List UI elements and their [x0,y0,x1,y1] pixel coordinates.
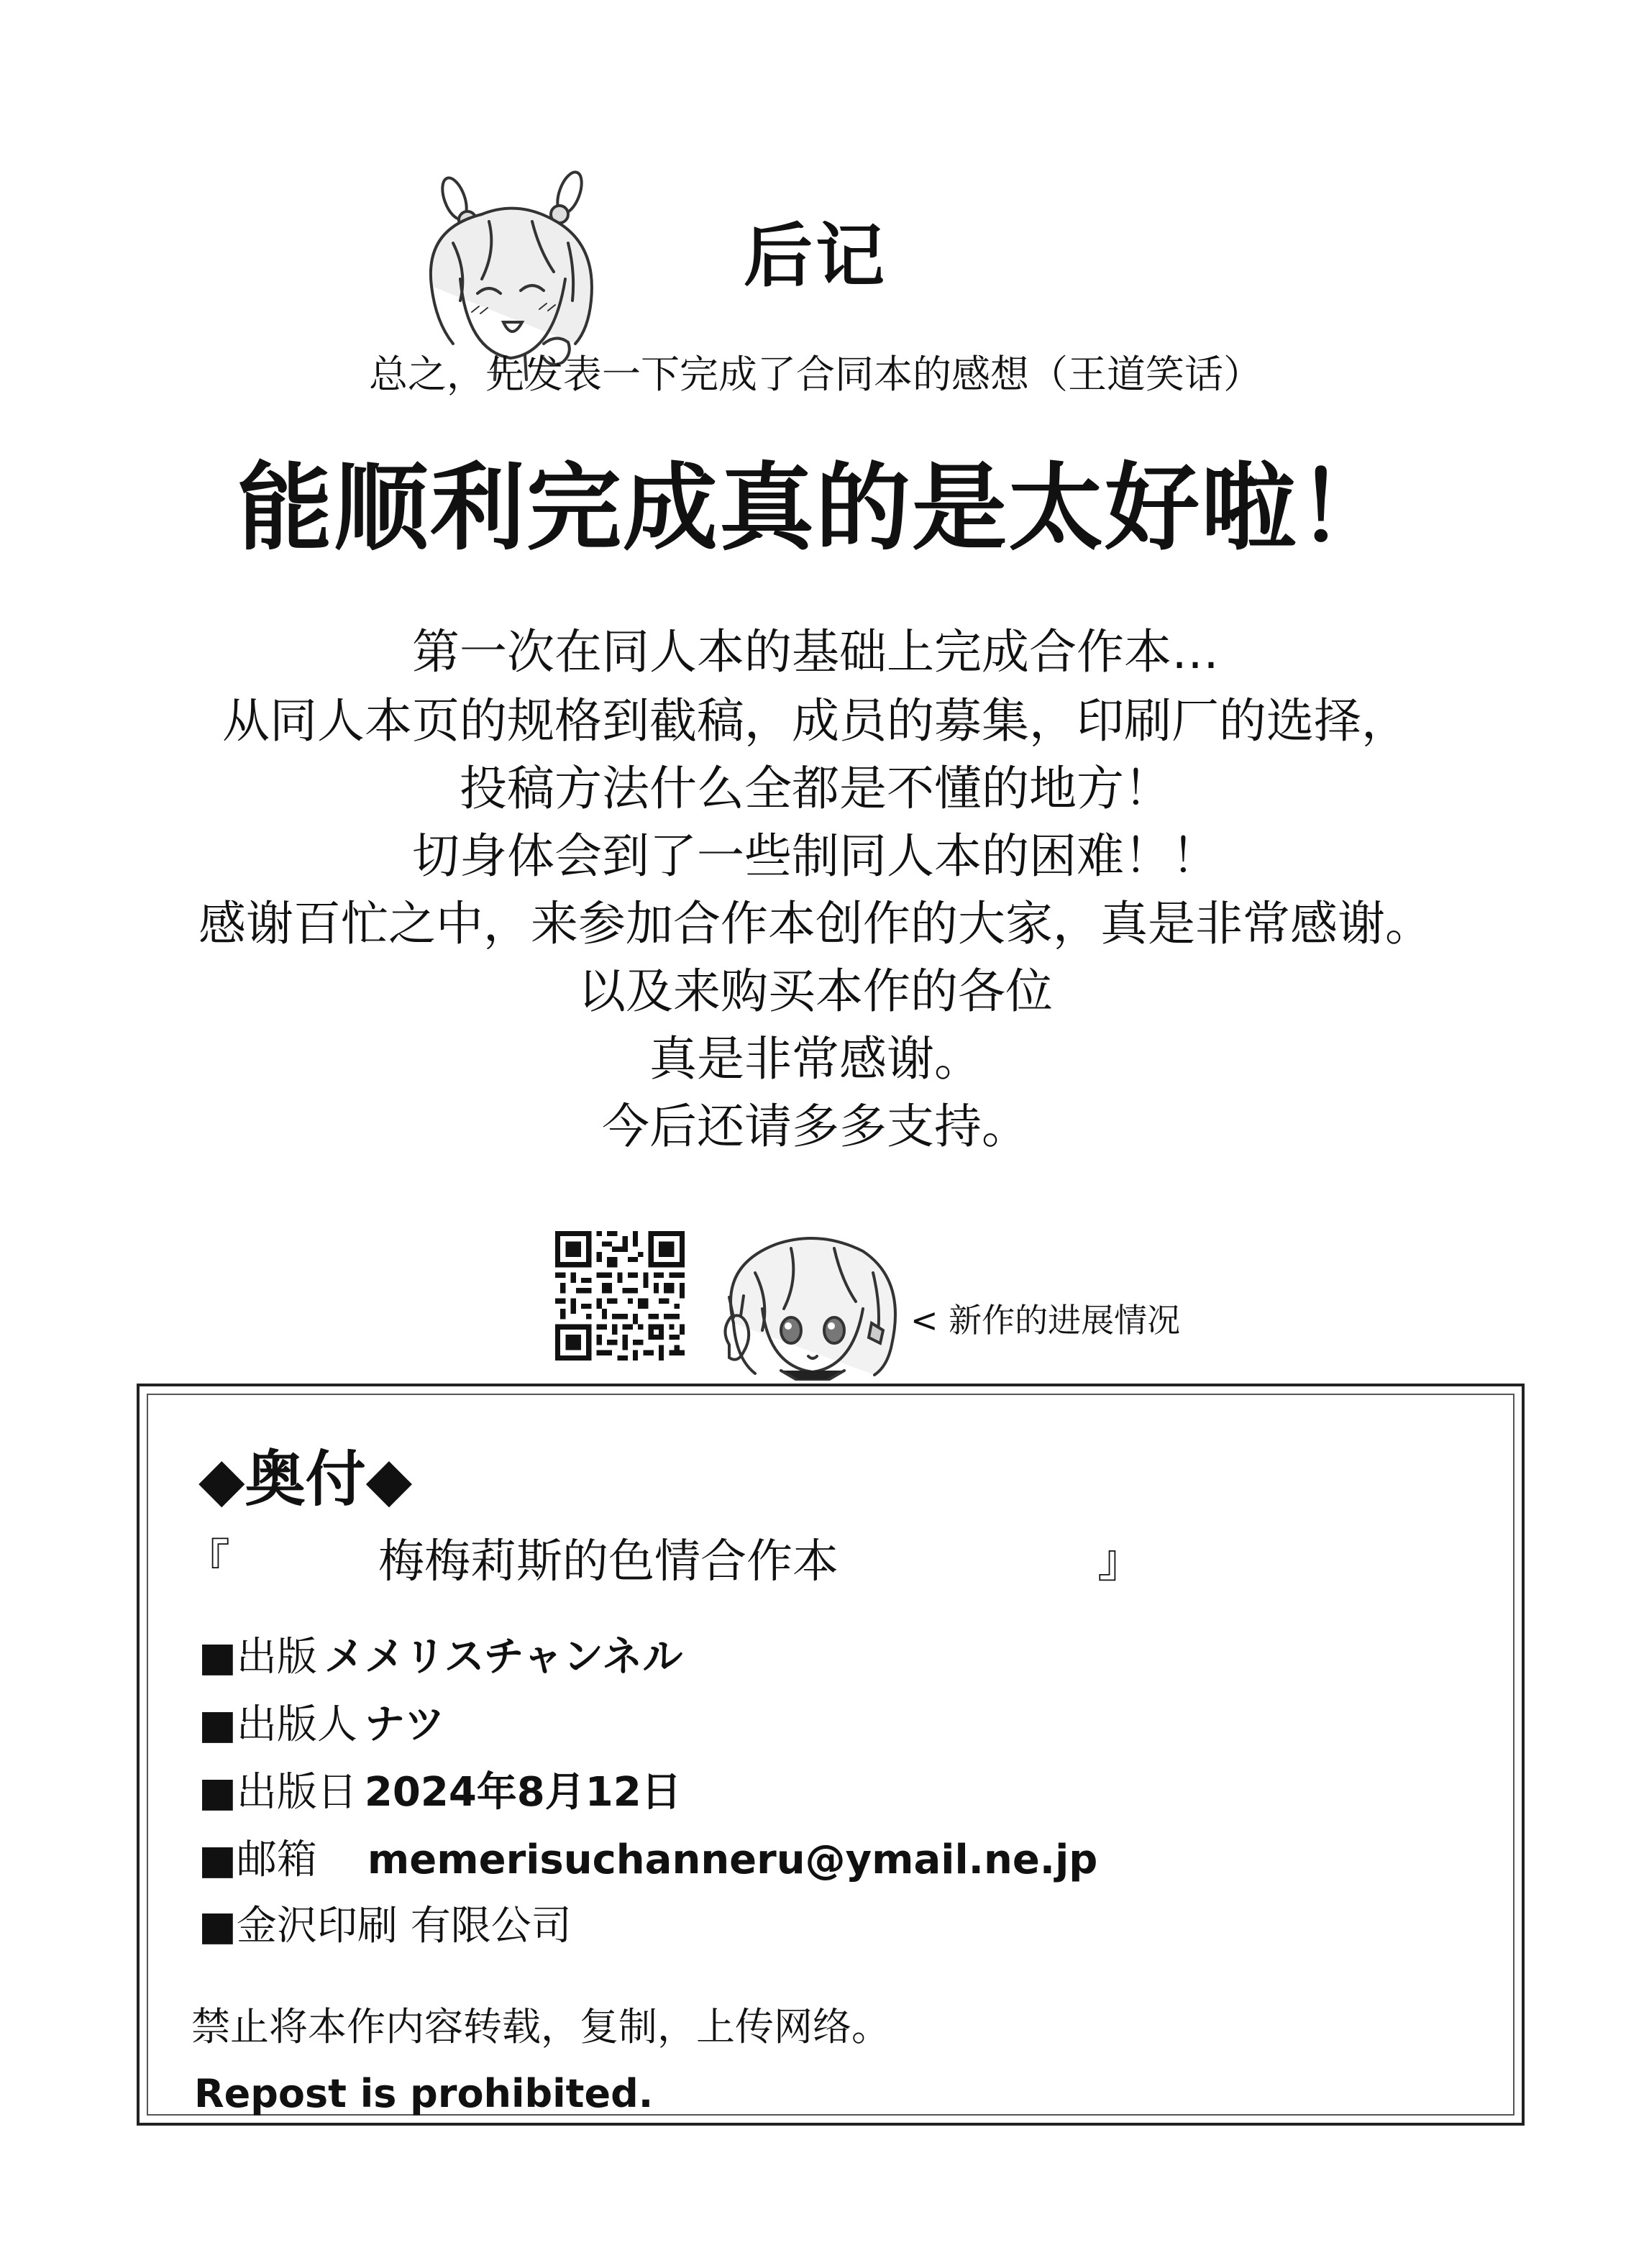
publisher-label: ■出版 [198,1634,317,1681]
publish-date-label: ■出版日 [198,1769,357,1816]
body-line: 第一次在同人本的基础上完成合作本… [412,624,1219,680]
email-row [198,1828,1097,1885]
publisher-person-label: ■出版人 [198,1701,357,1748]
email-value: memerisuchanneru@ymail.ne.jp [367,1837,1098,1883]
body-line: 以及来购买本作的各位 [578,964,1053,1019]
page-subtitle: 总之，先发表一下完成了合同本的感想（王道笑话） [369,352,1262,397]
colophon-inner-frame [147,1394,1514,2116]
colophon-box [137,1384,1525,2126]
publish-date-row [198,1760,682,1818]
title-bracket-close: 』 [1097,1535,1143,1588]
chibi-character-peeking-illustration [712,1222,906,1381]
body-line: 投稿方法什么全都是不懂的地方！ [460,761,1171,816]
body-line: 今后还请多多支持。 [602,1099,1029,1154]
colophon-heading: ◆奥付◆ [198,1444,413,1514]
printer-label: ■金沢印刷 有限公司 [198,1903,572,1949]
publish-date-value: 2024年8月12日 [364,1769,682,1816]
body-line: 从同人本页的规格到截稿，成员的募集，印刷厂的选择， [222,693,1409,749]
publisher-person-row [198,1693,444,1750]
publisher-person-value: ナツ [364,1701,445,1748]
body-line: 感谢百忙之中，来参加合作本创作的大家，真是非常感谢。 [198,896,1433,951]
qr-code [555,1231,685,1361]
publisher-row [198,1625,682,1683]
printer-row [198,1894,572,1952]
progress-link-label: < 新作的进展情况 [910,1301,1181,1340]
book-title: 梅梅莉斯的色情合作本 [378,1535,839,1588]
title-bracket-open: 『 [184,1535,230,1588]
email-label: ■邮箱 [198,1837,317,1883]
repost-notice-en: Repost is prohibited. [194,2071,654,2116]
publisher-value: メメリスチャンネル [324,1634,683,1681]
body-line: 切身体会到了一些制同人本的困难！！ [412,828,1219,884]
headline: 能顺利完成真的是太好啦！ [237,453,1394,564]
repost-notice-zh: 禁止将本作内容转载，复制，上传网络。 [191,2004,890,2049]
body-line: 真是非常感谢。 [649,1031,982,1087]
page-title: 后记 [744,216,887,296]
